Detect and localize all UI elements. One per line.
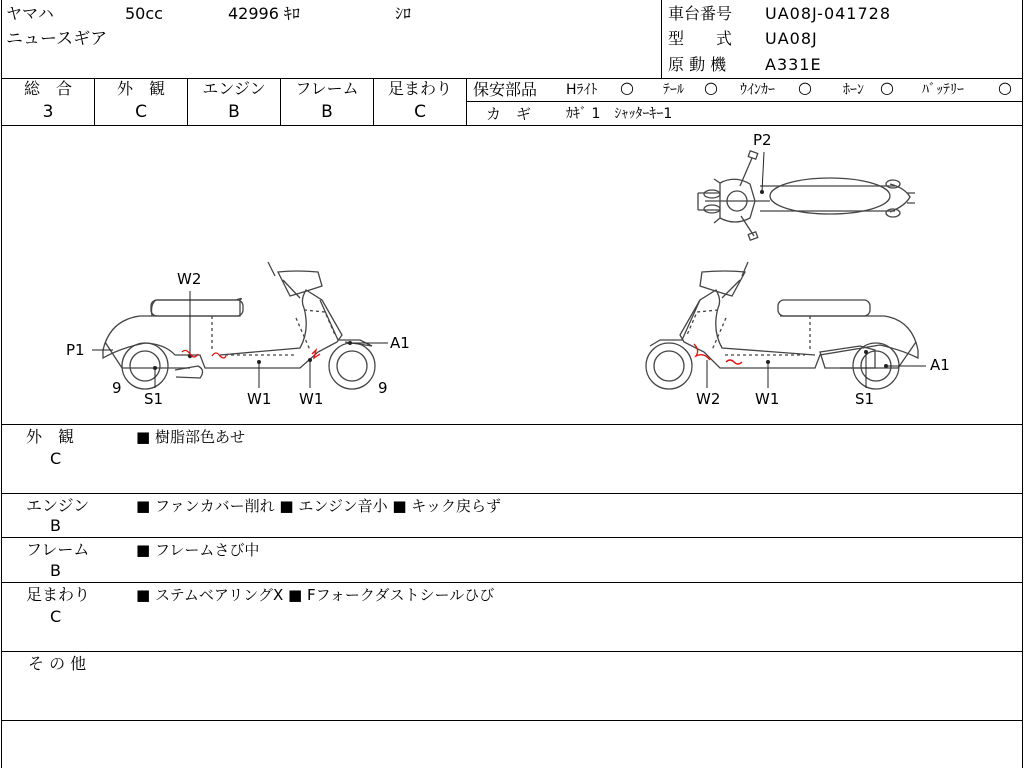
displacement: 50cc bbox=[125, 4, 163, 23]
remark-items: ■ ステムベアリングX ■ Fフォークダストシールひび bbox=[136, 586, 495, 604]
horn-mark: ○ bbox=[880, 78, 894, 97]
remark-category: 足まわり bbox=[26, 585, 91, 604]
callout-dots bbox=[153, 190, 888, 370]
type-label: 型 式 bbox=[668, 29, 733, 48]
exterior-label: 外 観 bbox=[116, 79, 165, 98]
remark-category: エンジン bbox=[26, 496, 90, 515]
label-p2: P2 bbox=[753, 131, 772, 149]
label-w2-right: W2 bbox=[696, 390, 721, 408]
type-value: UA08J bbox=[765, 29, 818, 48]
frame-score: B bbox=[321, 102, 333, 122]
damage-marks bbox=[182, 344, 742, 364]
frame-no-label: 車台番号 bbox=[668, 4, 733, 23]
maker: ヤマハ bbox=[6, 4, 54, 23]
label-w2-left: W2 bbox=[177, 270, 202, 288]
suspension-score: C bbox=[414, 102, 426, 122]
model-name: ニュースギア bbox=[6, 29, 108, 49]
total-score: 3 bbox=[42, 102, 54, 122]
remark-items: ■ 樹脂部色あせ bbox=[136, 428, 245, 446]
battery-label: ﾊﾞｯﾃﾘｰ bbox=[922, 82, 964, 98]
remark-grade: B bbox=[50, 561, 61, 580]
label-9-left: 9 bbox=[112, 379, 122, 397]
total-label: 総 合 bbox=[23, 79, 72, 98]
label-w1-left-b: W1 bbox=[299, 390, 324, 408]
winker-label: ｳｲﾝｶｰ bbox=[740, 82, 775, 98]
engine-score-label: エンジン bbox=[202, 79, 266, 98]
frame-score-label: フレーム bbox=[295, 79, 359, 98]
remark-grade: C bbox=[50, 449, 62, 468]
battery-mark: ○ bbox=[998, 78, 1012, 97]
scooter-left-view bbox=[103, 262, 375, 389]
safety-label: 保安部品 bbox=[473, 80, 538, 99]
label-a1-right: A1 bbox=[930, 356, 950, 374]
keys-value: ｶｷﾞ 1 ｼｬｯﾀｰｷｰ1 bbox=[566, 106, 673, 122]
label-a1-left: A1 bbox=[390, 334, 410, 352]
keys-label: カ ギ bbox=[486, 105, 532, 123]
remark-grade: C bbox=[50, 607, 62, 626]
taillight-label: ﾃｰﾙ bbox=[663, 82, 684, 98]
winker-mark: ○ bbox=[798, 78, 812, 97]
remark-category: フレーム bbox=[26, 540, 90, 559]
label-w1-right: W1 bbox=[755, 390, 780, 408]
remark-grade: B bbox=[50, 516, 61, 535]
label-w1-left-a: W1 bbox=[247, 390, 272, 408]
scooter-right-view bbox=[646, 262, 918, 389]
remark-items: ■ ファンカバー削れ ■ エンジン音小 ■ キック戻らず bbox=[136, 497, 502, 515]
label-p1: P1 bbox=[66, 341, 85, 359]
remark-category: 外 観 bbox=[26, 427, 75, 446]
headlight-label: Hﾗｲﾄ bbox=[566, 82, 598, 98]
label-9-right: 9 bbox=[378, 379, 388, 397]
remark-category: そ の 他 bbox=[28, 654, 87, 673]
horn-label: ﾎｰﾝ bbox=[843, 82, 864, 98]
remark-items: ■ フレームさび中 bbox=[136, 541, 260, 559]
mileage: 42996 ｷﾛ bbox=[228, 4, 300, 23]
engine-score: B bbox=[228, 102, 240, 122]
label-s1-left: S1 bbox=[144, 390, 164, 408]
color: ｼﾛ bbox=[395, 4, 412, 23]
scooter-top-view bbox=[698, 151, 915, 240]
engine-label: 原 動 機 bbox=[668, 55, 727, 74]
exterior-score: C bbox=[135, 102, 147, 122]
frame-no: UA08J-041728 bbox=[765, 4, 892, 23]
headlight-mark: ○ bbox=[620, 78, 634, 97]
engine-value: A331E bbox=[765, 55, 822, 74]
taillight-mark: ○ bbox=[704, 78, 718, 97]
label-s1-right: S1 bbox=[855, 390, 875, 408]
suspension-score-label: 足まわり bbox=[387, 79, 452, 98]
